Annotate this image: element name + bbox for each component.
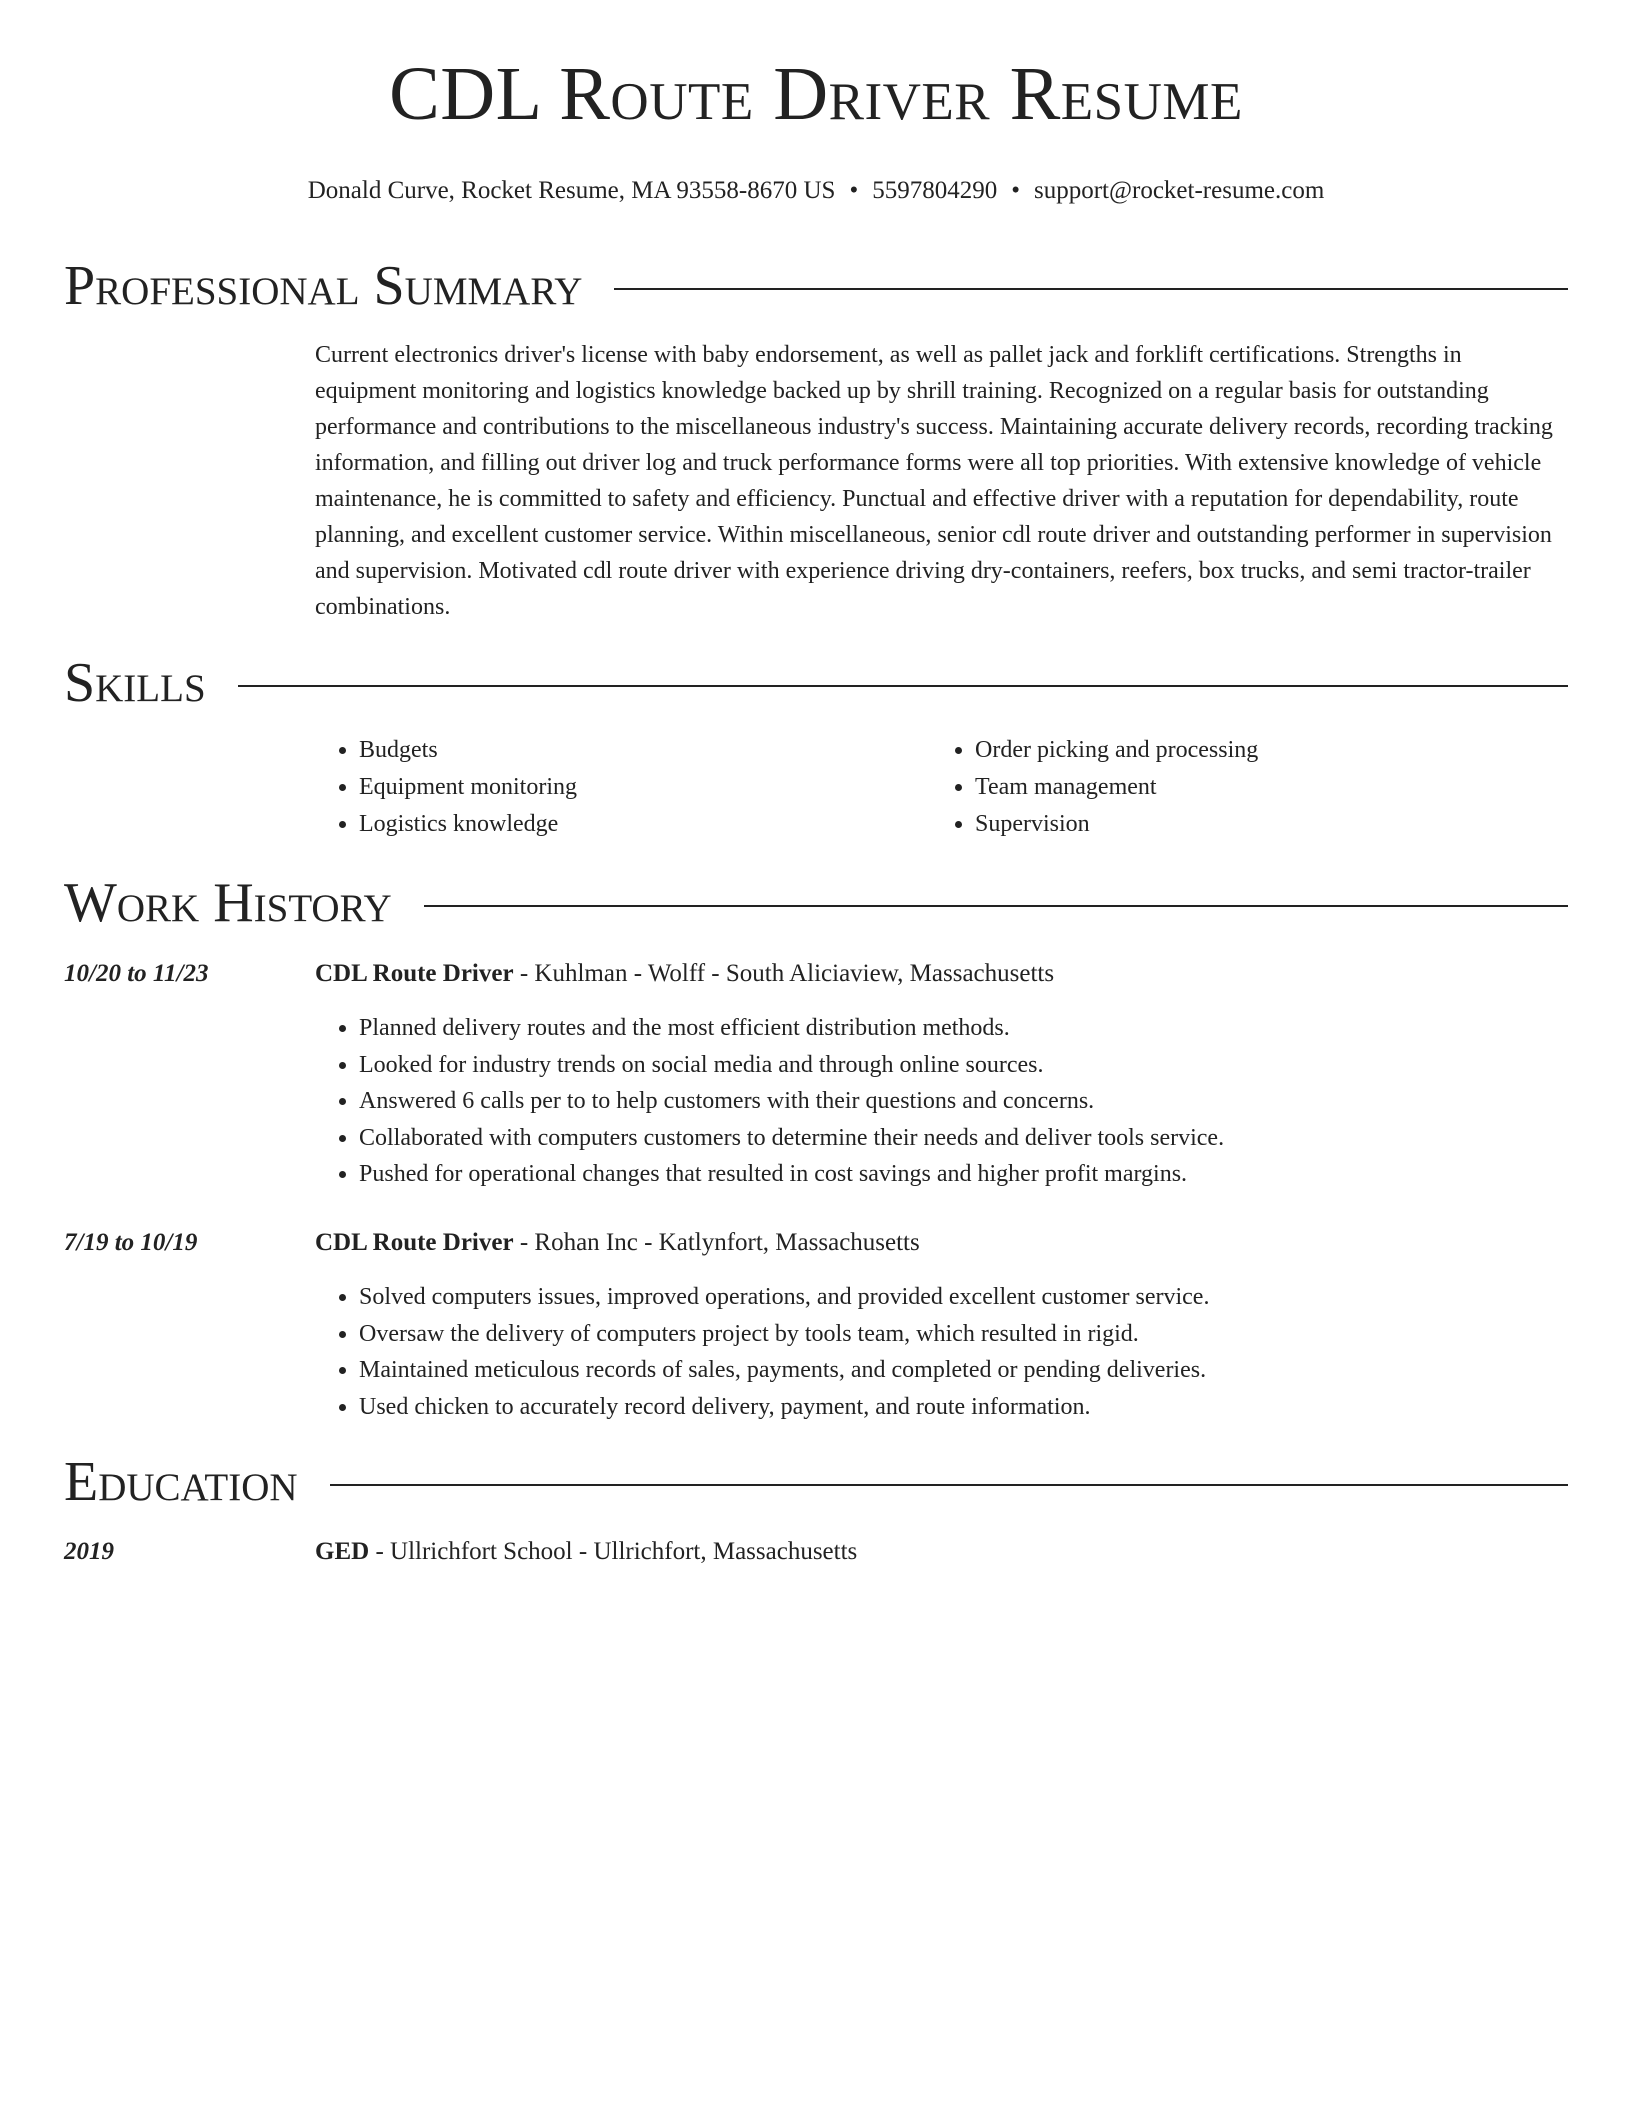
job-heading — [315, 1228, 920, 1258]
contact-line — [64, 176, 1568, 206]
education-section-title: Education — [64, 1451, 298, 1513]
skill-item: • Equipment monitoring — [359, 769, 931, 806]
job-bullet: • Solved computers issues, improved operations, and provided excellent customer service. — [359, 1279, 1568, 1316]
job-bullets — [315, 1010, 1568, 1193]
contact-email: support@rocket-resume.com — [1033, 177, 1325, 204]
education-details: - Ullrichfort School - Ullrichfort, Massachusetts — [369, 1538, 858, 1565]
contact-address: Donald Curve, Rocket Resume, MA 93558-8670 US — [307, 177, 836, 204]
skill-item: • Budgets — [359, 732, 931, 769]
work-section-title: Work History — [64, 872, 392, 934]
work-section-header — [64, 872, 1568, 934]
job-details: - Rohan Inc - Katlynfort, Massachusetts — [513, 1229, 920, 1256]
education-section-header — [64, 1451, 1568, 1513]
job-role: CDL Route Driver — [315, 960, 514, 987]
skills-column-left — [315, 732, 931, 843]
job-bullet: • Oversaw the delivery of computers project by tools team, which resulted in rigid. — [359, 1316, 1568, 1353]
job-dates: 10/20 to 11/23 — [64, 960, 209, 987]
skills-list — [315, 732, 1568, 843]
contact-separator: • — [1011, 177, 1020, 204]
job-bullet: • Planned delivery routes and the most efficient distribution methods. — [359, 1010, 1568, 1047]
job-bullet: • Used chicken to accurately record delivery, payment, and route information. — [359, 1389, 1568, 1426]
job-dates: 7/19 to 10/19 — [64, 1229, 198, 1256]
job-bullet: • Answered 6 calls per to to help customers with their questions and concerns. — [359, 1083, 1568, 1120]
job-bullets — [315, 1279, 1568, 1425]
skill-item: • Supervision — [975, 806, 1547, 843]
job-details: - Kuhlman - Wolff - South Aliciaview, Massachusetts — [513, 960, 1055, 987]
skills-section-title: Skills — [64, 652, 206, 714]
job-heading — [315, 959, 1054, 989]
section-divider — [424, 905, 1568, 907]
contact-separator: • — [849, 177, 859, 204]
section-divider — [330, 1484, 1568, 1486]
summary-text: Current electronics driver's license with baby endorsement, as well as pallet jack and forklift certifications. Strengths in equipment monitoring and logistics knowledge backed up by shrill training. Recognized on a regular basis for outstanding performance and contributions to the miscellaneous industry's success. Maintaining accurate delivery records, recording tracking information, and filling out driver log and truck performance forms were all top priorities. With extensive knowledge of vehicle maintenance, he is committed to safety and efficiency. Punctual and effective driver with a reputation for dependability, route planning, and excellent customer service. Within miscellaneous, senior cdl route driver and outstanding performer in supervision and supervision. Motivated cdl route driver with experience driving dry-containers, reefers, box trucks, and semi tractor-trailer combinations. — [315, 342, 1553, 620]
resume-title: CDL Route Driver Resume — [389, 52, 1243, 136]
skill-item: • Order picking and processing — [975, 732, 1547, 769]
job-role: CDL Route Driver — [315, 1229, 514, 1256]
skill-item: • Team management — [975, 769, 1547, 806]
summary-section-header — [64, 255, 1568, 317]
job-bullet: • Pushed for operational changes that resulted in cost savings and higher profit margins. — [359, 1156, 1568, 1193]
section-divider — [238, 685, 1568, 687]
summary-section-title: Professional Summary — [64, 255, 583, 317]
education-year: 2019 — [64, 1538, 114, 1565]
job-bullet: • Looked for industry trends on social media and through online sources. — [359, 1047, 1568, 1084]
contact-phone: 5597804290 — [872, 177, 998, 204]
skills-section-header — [64, 652, 1568, 714]
job-bullet: • Collaborated with computers customers to determine their needs and deliver tools service. — [359, 1120, 1568, 1157]
education-degree: GED — [315, 1538, 370, 1565]
section-divider — [614, 288, 1568, 290]
skills-column-right — [931, 732, 1547, 843]
education-heading — [315, 1537, 857, 1567]
job-bullet: • Maintained meticulous records of sales, payments, and completed or pending deliveries. — [359, 1352, 1568, 1389]
skill-item: • Logistics knowledge — [359, 806, 931, 843]
